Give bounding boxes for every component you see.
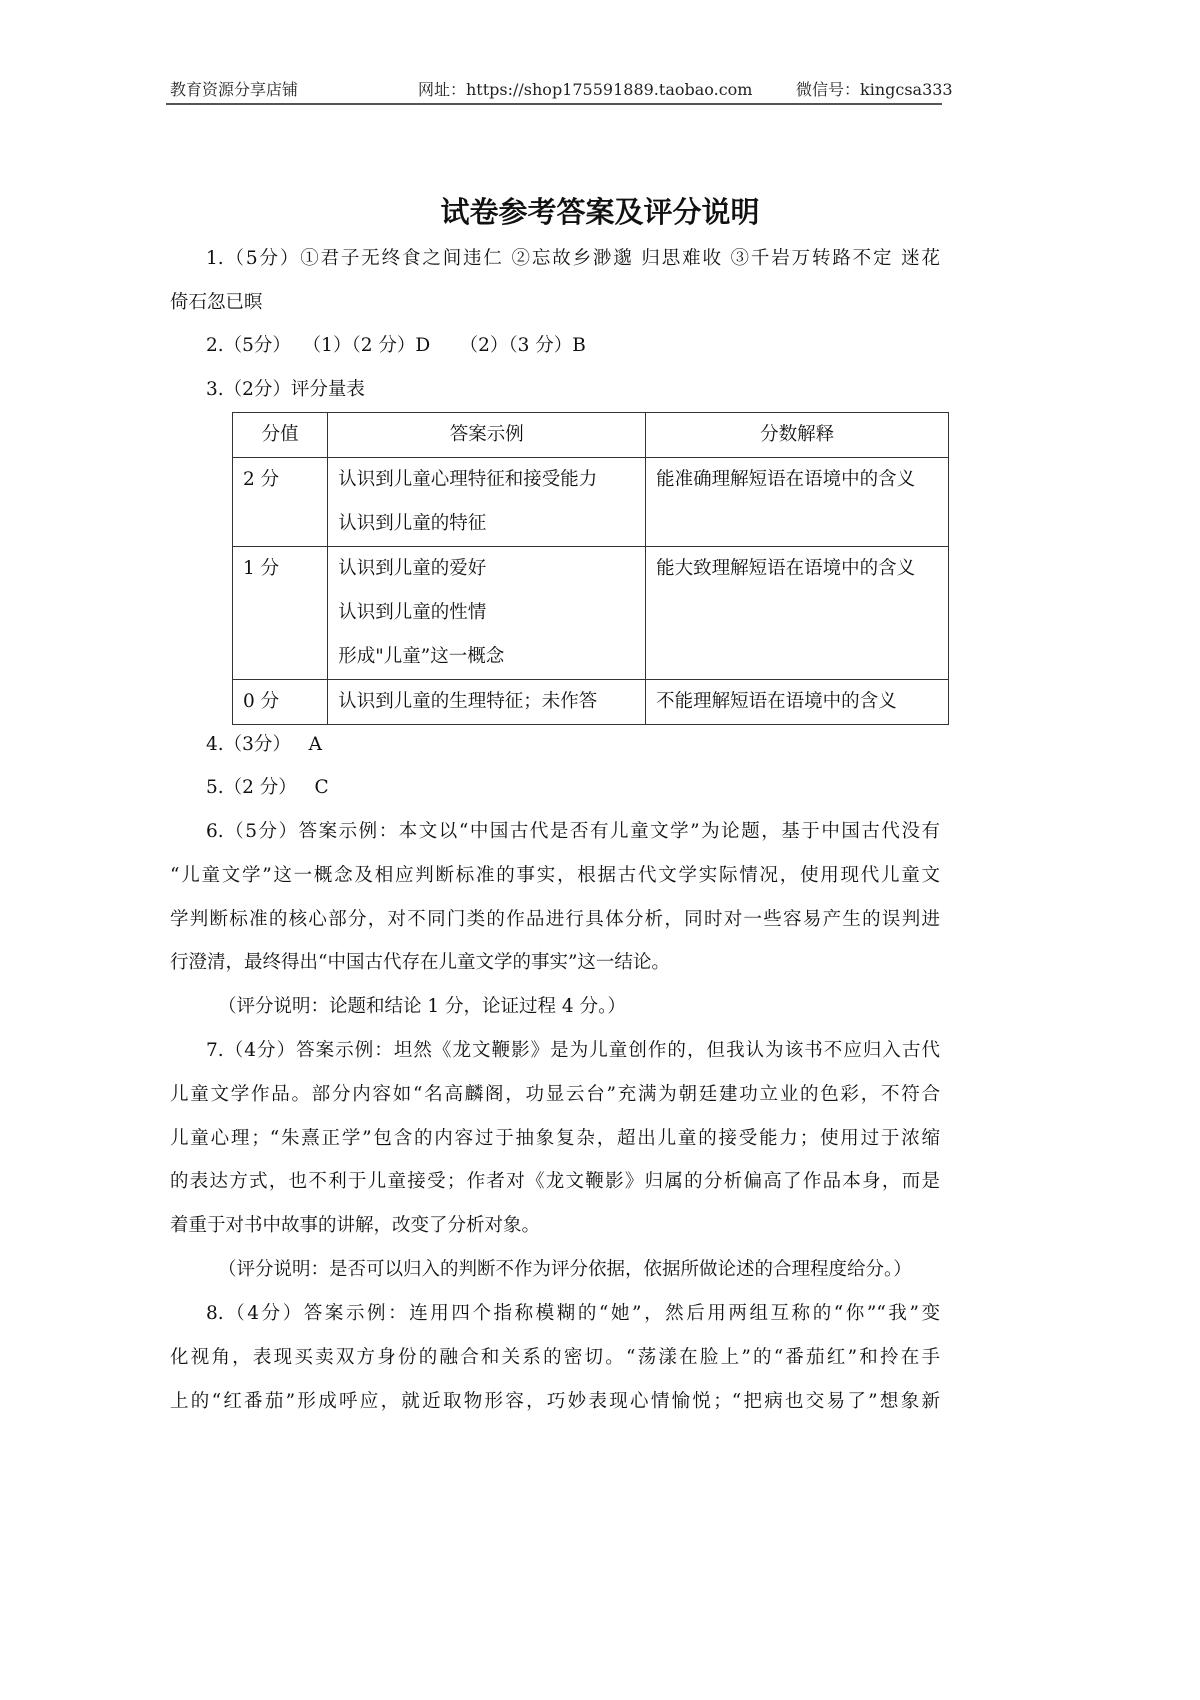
score-cell: 2 分: [233, 458, 328, 547]
examples-cell: [328, 458, 646, 547]
column-header: 答案示例: [328, 413, 646, 458]
explain-cell: 不能理解短语在语境中的含义: [646, 680, 949, 725]
answer-8-line: 8.（4分）答案示例：连用四个指称模糊的“她”，然后用两组互称的“你”“我”变: [206, 1303, 940, 1324]
example: 认识到儿童的爱好: [338, 558, 487, 579]
score-cell: 0 分: [233, 680, 328, 725]
answer-7-line: 的表达方式，也不利于儿童接受；作者对《龙文鞭影》归属的分析偏高了作品本身，而是: [170, 1171, 940, 1192]
examples-cell: [328, 680, 646, 725]
answer-7-note: （评分说明：是否可以归入的判断不作为评分依据，依据所做论述的合理程度给分。）: [218, 1259, 912, 1280]
answer-6-line: 行澄清，最终得出“中国古代存在儿童文学的事实”这一结论。: [170, 952, 670, 973]
example: 形成"儿童”这一概念: [338, 646, 505, 667]
answer-8-line: 化视角，表现买卖双方身份的融合和关系的密切。“荡漾在脸上”的“番茄红”和拎在手: [170, 1347, 940, 1368]
answer-4: 4.（3分） A: [206, 734, 322, 755]
answer-6-line: 学判断标准的核心部分，对不同门类的作品进行具体分析，同时对一些容易产生的误判进: [170, 909, 940, 930]
answer-6-note: （评分说明：论题和结论 1 分，论证过程 4 分。）: [218, 996, 626, 1017]
column-header: 分数解释: [646, 413, 949, 458]
table-header-row: [233, 413, 949, 458]
example: 认识到儿童心理特征和接受能力: [338, 469, 598, 490]
answer-2: 2.（5分） （1）（2 分）D （2）（3 分）B: [206, 335, 586, 356]
header-shop-name: 教育资源分享店铺: [170, 80, 299, 99]
answer-6-line: 6.（5分）答案示例：本文以“中国古代是否有儿童文学”为论题，基于中国古代没有: [206, 821, 940, 842]
scoring-rubric-table: [232, 412, 949, 725]
column-header: 分值: [233, 413, 328, 458]
explain-cell: 能大致理解短语在语境中的含义: [646, 547, 949, 680]
header-wechat: 微信号：kingcsa333: [796, 80, 953, 99]
answer-7-line: 儿童文学作品。部分内容如“名高麟阁，功显云台”充满为朝廷建功立业的色彩，不符合: [170, 1084, 940, 1105]
table-row: [233, 680, 949, 725]
answer-1-line: 倚石忽已暝: [170, 292, 263, 313]
answer-3: 3.（2分）评分量表: [206, 379, 365, 400]
answer-7-line: 着重于对书中故事的讲解，改变了分析对象。: [170, 1215, 541, 1236]
example: 认识到儿童的性情: [338, 602, 487, 623]
answer-5: 5.（2 分） C: [206, 777, 329, 798]
answer-1-line: 1.（5分）①君子无终食之间违仁 ②忘故乡渺邈 归思难收 ③千岩万转路不定 迷花: [206, 248, 940, 269]
header-url: 网址：https://shop175591889.taobao.com: [418, 80, 753, 99]
answer-7-line: 儿童心理；“朱熹正学”包含的内容过于抽象复杂，超出儿童的接受能力；使用过于浓缩: [170, 1128, 940, 1149]
table-row: [233, 458, 949, 547]
examples-cell: [328, 547, 646, 680]
answer-7-line: 7.（4分）答案示例：坦然《龙文鞭影》是为儿童创作的，但我认为该书不应归入古代: [206, 1040, 940, 1061]
table-row: [233, 547, 949, 680]
answer-6-line: “儿童文学”这一概念及相应判断标准的事实，根据古代文学实际情况，使用现代儿童文: [170, 865, 940, 886]
score-cell: 1 分: [233, 547, 328, 680]
page-title: 试卷参考答案及评分说明: [440, 195, 760, 229]
header-divider: [166, 103, 942, 105]
example: 认识到儿童的生理特征；未作答: [338, 691, 598, 712]
explain-cell: 能准确理解短语在语境中的含义: [646, 458, 949, 547]
example: 认识到儿童的特征: [338, 513, 487, 534]
answer-8-line: 上的“红番茄”形成呼应，就近取物形容，巧妙表现心情愉悦；“把病也交易了”想象新: [170, 1391, 940, 1412]
